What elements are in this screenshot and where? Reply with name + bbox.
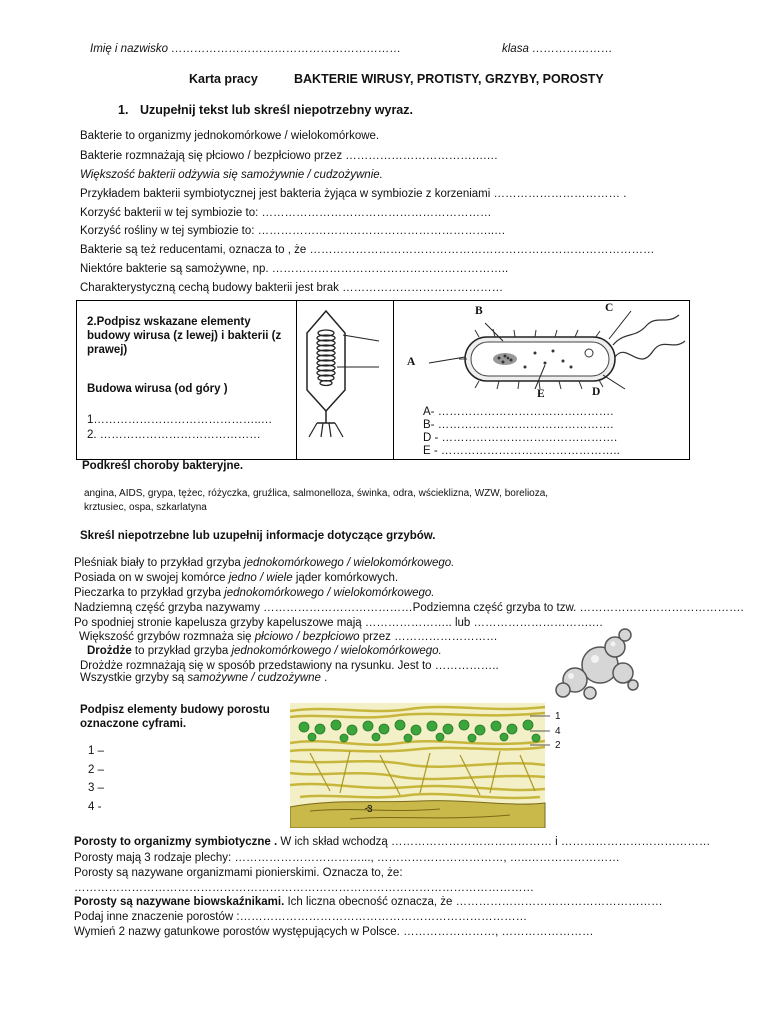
fungi-line-2-choice[interactable]: jedno / wiele: [228, 572, 293, 584]
task1-heading: Uzupełnij tekst lub skreśl niepotrzebny wyraz.: [140, 103, 413, 117]
task2-box: [76, 300, 690, 460]
lichen-text-1: [74, 836, 710, 848]
fungi-line-6-choice[interactable]: płciowo / bezpłciowo: [254, 631, 360, 643]
page-title: BAKTERIE WIRUSY, PROTISTY, GRZYBY, POROSTY: [294, 72, 604, 86]
virus-answer-2[interactable]: 2. ……………………………………: [87, 429, 261, 441]
fungi-line-9-end: .: [320, 672, 328, 684]
fungi-line-4: Nadziemną część grzyba nazywamy …………………………………Podziemna część grzyba to tzw. …………………………………….: [74, 602, 744, 614]
task1-line-3: Większość bakterii odżywia się samożywnie / cudzożywnie.: [80, 169, 383, 181]
fungi-line-2-text: Posiada on w swojej komórce: [74, 572, 229, 584]
name-line: [90, 43, 401, 55]
task2-divider-right: [393, 301, 394, 459]
class-label: klasa: [502, 43, 529, 55]
yeast-word: Drożdże: [87, 645, 132, 657]
lichen-text-1-rest: W ich skład wchodzą …………………………………… i …………………………………: [277, 836, 711, 848]
lichen-answer-1[interactable]: 1 –: [88, 745, 104, 757]
lichen-figure-label-1: 1: [555, 711, 561, 722]
task1-line-5: Korzyść bakterii w tej symbiozie to: ……………………………………………………: [80, 207, 492, 219]
bacteria-answer-e[interactable]: E - ………………………………………..: [423, 445, 620, 457]
fungi-heading: Skreśl niepotrzebne lub uzupełnij informacje dotyczące grzybów.: [80, 530, 436, 542]
lichen-figure-label-2: 2: [555, 740, 561, 751]
fungi-line-2: [74, 572, 398, 584]
class-dots[interactable]: …………………: [532, 43, 613, 55]
lichen-heading: Podpisz elementy budowy porostu oznaczone cyframi.: [80, 704, 270, 730]
fungi-line-3: [74, 587, 435, 599]
task1-line-2: Bakterie rozmnażają się płciowo / bezpłciowo przez ……………………………….…: [80, 150, 498, 162]
lichen-answer-2[interactable]: 2 –: [88, 764, 104, 776]
virus-illustration: [299, 305, 391, 441]
lichen-text-4[interactable]: …………………………………………………………………………………………………………: [74, 882, 534, 894]
lichen-answer-4[interactable]: 4 -: [88, 801, 102, 813]
lichen-answer-3[interactable]: 3 –: [88, 782, 104, 794]
task2-divider-left: [296, 301, 297, 459]
fungi-line-3-text: Pieczarka to przykład grzyba: [74, 587, 225, 599]
bacteria-letter-a: A: [407, 356, 416, 368]
yeast-budding-illustration: [545, 625, 645, 705]
task1-line-1: Bakterie to organizmy jednokomórkowe / wielokomórkowe.: [80, 130, 380, 142]
lichen-text-5: [74, 896, 663, 908]
lichen-text-1-bold: Porosty to organizmy symbiotyczne .: [74, 836, 278, 848]
fungi-line-9-choice[interactable]: samożywne / cudzożywne: [187, 672, 321, 684]
fungi-line-6-text: Większość grzybów rozmnaża się: [79, 631, 255, 643]
task1-number: 1.: [118, 103, 129, 117]
task1-line-8: Niektóre bakterie są samożywne, np. ……………………………………………………..: [80, 263, 509, 275]
fungi-line-2-end: jąder komórkowych.: [292, 572, 399, 584]
fungi-line-7-text: to przykład grzyba: [131, 645, 232, 657]
diseases-list-2[interactable]: krztusiec, ospa, szkarlatyna: [84, 502, 207, 513]
fungi-line-1-choice[interactable]: jednokomórkowego / wielokomórkowego.: [244, 557, 455, 569]
fungi-line-7: [87, 645, 442, 657]
lichen-illustration: [290, 703, 550, 828]
diseases-list-1[interactable]: angina, AIDS, grypa, tężec, różyczka, gruźlica, salmonelloza, świnka, odra, wścieklizna, WZW, borelioza,: [84, 488, 549, 499]
name-label: Imię i nazwisko: [90, 43, 168, 55]
name-dots[interactable]: ……………………………………………………: [171, 43, 402, 55]
class-line: [502, 43, 613, 55]
bacteria-letter-e: E: [537, 388, 545, 400]
bacteria-answer-b[interactable]: B- ……………………………………….: [423, 419, 614, 431]
task1-line-7: Bakterie są też reducentami, oznacza to , że ………………………………………………………………………………: [80, 244, 655, 256]
bacteria-letter-c: C: [605, 302, 614, 314]
virus-answer-1[interactable]: 1……………………………………..…: [87, 414, 273, 426]
lichen-text-5-rest: Ich liczna obecność oznacza, że ………………………………………………: [284, 896, 663, 908]
lichen-text-7: Wymień 2 nazwy gatunkowe porostów występujących w Polsce. ……………………, ……………………: [74, 926, 594, 938]
diseases-heading: Podkreśl choroby bakteryjne.: [82, 460, 244, 472]
lichen-text-5-bold: Porosty są nazywane biowskaźnikami.: [74, 896, 285, 908]
task1-line-6: Korzyść rośliny w tej symbiozie to: ……………………………………………………..…: [80, 225, 506, 237]
task1-line-4: Przykładem bakterii symbiotycznej jest bakteria żyjąca w symbiozie z korzeniami …………………………… .: [80, 188, 627, 200]
fungi-line-9: [80, 672, 327, 684]
fungi-line-1: [74, 557, 454, 569]
bacteria-answer-d[interactable]: D - ……………………………………….: [423, 432, 618, 444]
lichen-text-3: Porosty są nazywane organizmami pionierskimi. Oznacza to, że:: [74, 867, 403, 879]
bacteria-letter-d: D: [592, 386, 601, 398]
lichen-figure-label-4: 4: [555, 726, 561, 737]
task1-line-9: Charakterystyczną cechą budowy bakterii jest brak ……………………………………: [80, 282, 504, 294]
fungi-line-6: [79, 631, 498, 643]
bacteria-letter-b: B: [475, 305, 483, 317]
fungi-line-6-end: przez ………………………: [359, 631, 498, 643]
lichen-text-2: Porosty mają 3 rodzaje plechy: ……………………………..., ……………………………, …..……………………: [74, 852, 620, 864]
virus-label: Budowa wirusa (od góry ): [87, 383, 228, 395]
fungi-line-7-choice[interactable]: jednokomórkowego / wielokomórkowego.: [231, 645, 442, 657]
bacteria-answer-a[interactable]: A- ……………………………………….: [423, 406, 614, 418]
lichen-figure-label-3: 3: [367, 804, 373, 815]
fungi-line-5: Po spodniej stronie kapelusza grzyby kapeluszowe mają ………………….. lub ………………………….…: [74, 617, 604, 629]
title-prefix: Karta pracy: [189, 72, 258, 86]
fungi-line-3-choice[interactable]: jednokomórkowego / wielokomórkowego.: [224, 587, 435, 599]
fungi-line-9-text: Wszystkie grzyby są: [80, 672, 188, 684]
lichen-text-6: Podaj inne znaczenie porostów :…………………………………………………………………: [74, 911, 528, 923]
task2-heading: 2.Podpisz wskazane elementy budowy wirusa (z lewej) i bakterii (z prawej): [87, 316, 282, 356]
fungi-line-1-text: Pleśniak biały to przykład grzyba: [74, 557, 245, 569]
fungi-line-8: Drożdże rozmnażają się w sposób przedstawiony na rysunku. Jest to ……………..: [80, 660, 499, 672]
